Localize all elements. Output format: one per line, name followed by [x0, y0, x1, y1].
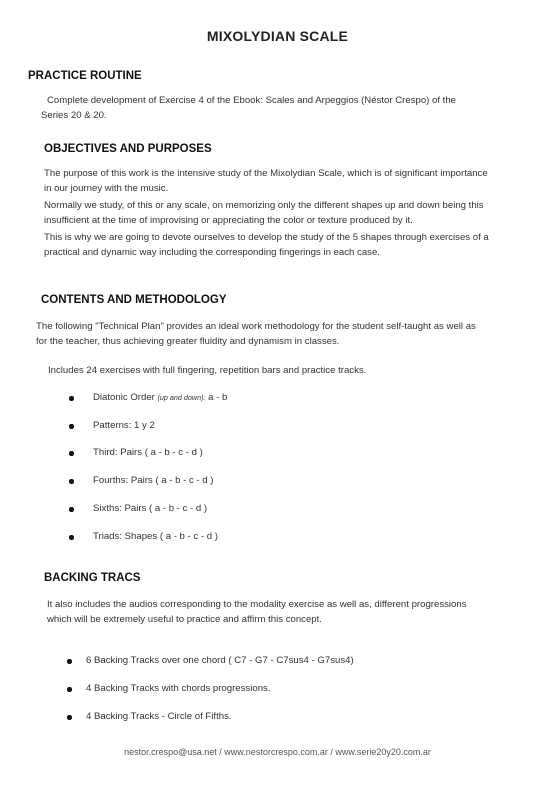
- bullet-dot-icon: [69, 396, 74, 401]
- practice-routine-heading: PRACTICE ROUTINE: [28, 70, 142, 82]
- practice-routine-line-1: Complete development of Exercise 4 of the Ebook: Scales and Arpeggios (Néstor Crespo) of the: [47, 95, 457, 106]
- practice-routine-line-2: Series 20 & 20.: [41, 110, 107, 121]
- list-item: [93, 392, 227, 403]
- list-item: [93, 503, 207, 514]
- footer-contact: nestor.crespo@usa.net / www.nestorcrespo.com.ar / www.serie20y20.com.ar: [124, 747, 431, 757]
- objectives-p1-line-1: The purpose of this work is the intensive study of the Mixolydian Scale, which is of significant importance: [44, 168, 488, 179]
- objectives-p2-line-2: insufficient at the time of improvising or appreciating the color or texture produced by it.: [44, 215, 413, 226]
- list-item: [86, 711, 232, 722]
- objectives-p1-line-2: in our journey with the music.: [44, 183, 169, 194]
- bullet-text: Patterns: 1 y 2: [93, 420, 155, 431]
- bullet-dot-icon: [67, 715, 72, 720]
- backing-heading: BACKING TRACS: [44, 572, 141, 584]
- backing-line-1: It also includes the audios corresponding to the modality exercise as well as, different progressions: [47, 599, 467, 610]
- bullet-text-rest: a - b: [208, 392, 228, 403]
- bullet-dot-icon: [67, 687, 72, 692]
- page-title: MIXOLYDIAN SCALE: [206, 28, 349, 44]
- objectives-p2-line-1: Normally we study, of this or any scale, on memorizing only the different shapes up and down being this: [44, 200, 484, 211]
- bullet-text: Triads: Shapes ( a - b - c - d ): [93, 531, 218, 542]
- bullet-text: Sixths: Pairs ( a - b - c - d ): [93, 503, 208, 514]
- bullet-text: 4 Backing Tracks with chords progressions.: [86, 683, 271, 694]
- list-item: [86, 683, 271, 694]
- objectives-p3-line-1: This is why we are going to devote ourselves to develop the study of the 5 shapes through exercises of a: [44, 232, 489, 243]
- contents-heading: CONTENTS AND METHODOLOGY: [41, 294, 227, 306]
- bullet-text: Third: Pairs ( a - b - c - d ): [93, 447, 203, 458]
- bullet-dot-icon: [69, 424, 74, 429]
- bullet-text: Fourths: Pairs ( a - b - c - d ): [93, 475, 214, 486]
- bullet-text: 4 Backing Tracks - Circle of Fifths.: [86, 711, 232, 722]
- list-item: [93, 447, 203, 458]
- bullet-dot-icon: [69, 535, 74, 540]
- bullet-text: Diatonic Order: [93, 392, 155, 403]
- bullet-dot-icon: [67, 659, 72, 664]
- list-item: [93, 420, 155, 431]
- contents-p1-line-1: The following "Technical Plan" provides an ideal work methodology for the student self-taught as well as: [36, 321, 476, 332]
- bullet-dot-icon: [69, 451, 74, 456]
- contents-p2: Includes 24 exercises with full fingering, repetition bars and practice tracks.: [48, 365, 367, 376]
- backing-line-2: which will be extremely useful to practice and affirm this concept.: [47, 614, 322, 625]
- objectives-p3-line-2: practical and dynamic way including the corresponding fingerings in each case.: [44, 247, 380, 258]
- objectives-heading: OBJECTIVES AND PURPOSES: [44, 143, 212, 155]
- contents-p1-line-2: for the teacher, thus achieving greater fluidity and dynamism in classes.: [36, 336, 340, 347]
- bullet-dot-icon: [69, 507, 74, 512]
- bullet-dot-icon: [69, 479, 74, 484]
- list-item: [93, 475, 213, 486]
- bullet-note: (up and down):: [157, 393, 206, 402]
- bullet-text: 6 Backing Tracks over one chord ( C7 - G7 - C7sus4 - G7sus4): [86, 655, 354, 666]
- list-item: [93, 531, 218, 542]
- list-item: [86, 655, 354, 666]
